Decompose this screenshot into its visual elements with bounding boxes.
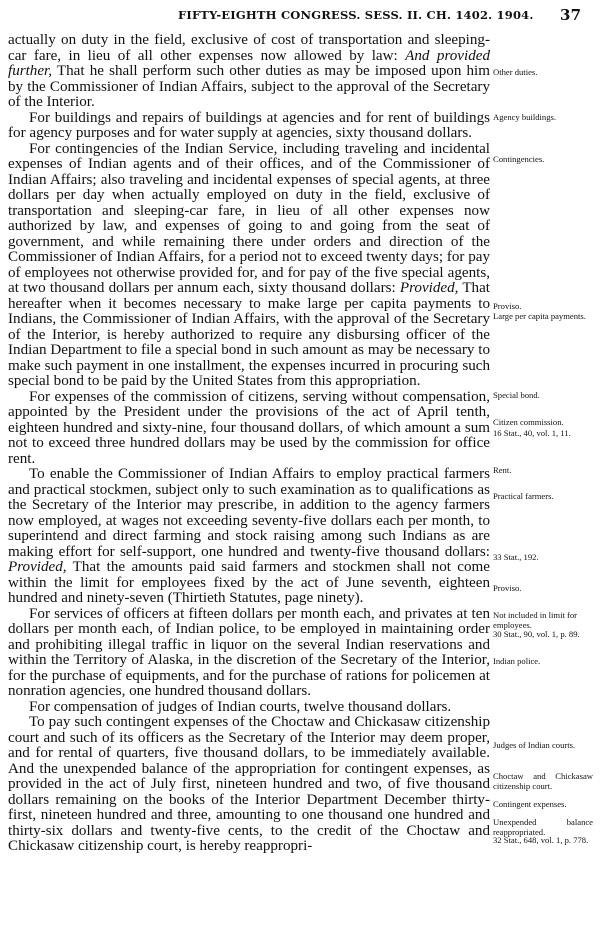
margin-note-stat-192: 33 Stat., 192. — [493, 552, 539, 562]
margin-note-indian-police: Indian police. — [493, 656, 541, 666]
margin-note-large-per-capita: Large per capita payments. — [493, 311, 586, 321]
margin-note-proviso-2: Proviso. — [493, 583, 522, 593]
margin-note-contingent-expenses: Contingent expenses. — [493, 799, 567, 809]
statute-body-text — [8, 33, 490, 923]
margin-note-citizen-commission: Citizen commission. — [493, 417, 564, 427]
margin-note-special-bond: Special bond. — [493, 390, 540, 400]
statute-paragraph — [8, 111, 490, 142]
statute-paragraph — [8, 390, 490, 468]
margin-note-judges: Judges of Indian courts. — [493, 740, 576, 750]
paragraph-text: For expenses of the commission of citizens, serving without compensation, appointed by the President under the provisions of the act of April tenth, eighteen hundred and sixty-nine, four thousand dollars, of which amount a sum not to exceed three hundred dollars may be used by the commission for office rent. — [8, 388, 490, 467]
paragraph-text: For buildings and repairs of buildings at agencies and for rent of buildings for agency purposes and for water supply at agencies, sixty thousand dollars. — [8, 109, 490, 141]
paragraph-text: That he shall perform such other duties as may be imposed upon him by the Commissioner of Indian Affairs, subject to the approval of the Secretary of the Interior. — [8, 63, 490, 110]
statute-paragraph — [8, 467, 490, 607]
page-number: 37 — [560, 6, 582, 24]
margin-note-agency-buildings: Agency buildings. — [493, 112, 557, 122]
margin-note-stat-648: 32 Stat., 648, vol. 1, p. 778. — [493, 835, 589, 845]
paragraph-text: For compensation of judges of Indian courts, twelve thousand dollars. — [29, 698, 452, 715]
paragraph-text: That the amounts paid said farmers and stockmen shall not come within the limit for employees fixed by the act of June seventh, eighteen hundred and ninety-seven (Thirtieth Statutes, page ninety). — [8, 559, 490, 606]
italic-phrase: And provided further, — [8, 47, 490, 79]
italic-phrase: Provided, — [8, 559, 67, 575]
paragraph-text: To pay such contingent expenses of the Choctaw and Chickasaw citizenship court and such of its officers as the Secretary of the Interior may deem proper, and for rental of quarters, five thousand dollars, to be immediately available. And the unexpended balance of the appropriation for contingent expenses, as provided in the act of July first, nineteen hundred and two, of five thousand dollars remaining on the books of the Interior Department December thirty-first, nineteen hundred and three, amounting to one thousand one hundred and thirty-six dollars and twenty-five cents, to the credit of the Choctaw and Chickasaw citizenship court, is hereby reappropri- — [8, 714, 490, 854]
paragraph-text: For contingencies of the Indian Service, including traveling and incidental expenses of Indian agents and of their offices, and of the Commissioner of Indian Affairs; also traveling and incidental expenses of special agents, at three dollars per day when actually employed on duty in the field, exclusive of transportation and sleeping-car fare, in lieu of all other expenses now authorized by law, and expenses of going to and going from the seat of government, and while remaining there under orders and direction of the Commissioner of Indian Affairs, for a period not to exceed twenty days; for pay of employees not otherwise provided for, and for pay of the five special agents, at two thousand dollars per annum each, sixty thousand dollars: — [8, 140, 490, 296]
margin-note-proviso: Proviso. — [493, 301, 522, 311]
margin-note-practical-farmers: Practical farmers. — [493, 491, 554, 501]
margin-notes — [493, 0, 593, 930]
statute-paragraph — [8, 715, 490, 855]
italic-phrase: Provided, — [399, 280, 459, 296]
margin-note-other-duties: Other duties. — [493, 67, 538, 77]
statute-paragraph — [8, 142, 490, 390]
margin-note-stat-ref: 16 Stat., 40, vol. 1, 11. — [493, 428, 571, 438]
margin-note-unexpended: Unexpended balance reappropriated. — [493, 817, 593, 837]
margin-note-stat-90: 30 Stat., 90, vol. 1, p. 89. — [493, 629, 580, 639]
margin-note-rent: Rent. — [493, 465, 512, 475]
statute-paragraph — [8, 607, 490, 700]
paragraph-text: To enable the Commissioner of Indian Affairs to employ practical farmers and practical stockmen, subject only to such examination as to qualifications as the Secretary of the Interior may prescribe, in addition to the agency farmers now employed, at wages not exceeding seventy-five dollars each per month, to superintend and direct farming and stock raising among such Indians as are making effort for self-support, one hundred and twenty-five thousand dollars: — [8, 466, 490, 560]
statute-paragraph — [8, 33, 490, 111]
statute-paragraph — [8, 700, 490, 716]
margin-note-contingencies: Contingencies. — [493, 154, 545, 164]
paragraph-text: That hereafter when it becomes necessary to make large per capita payments to Indians, the Commissioner of Indian Affairs, with the approval of the Secretary of the Interior, is hereby authorized to require any disbursing officer of the Indian Department to file a special bond in such amount as may be necessary to make such payment in one installment, the expenses incurred in procuring such special bond to be paid by the United States from this appropriation. — [8, 280, 490, 389]
paragraph-text: actually on duty in the field, exclusive of cost of transportation and sleeping-car fare, in lieu of all other expenses now allowed by law: — [8, 33, 490, 64]
paragraph-text: For services of officers at fifteen dollars per month each, and privates at ten dollars per month each, of Indian police, to be employed in maintaining order and prohibiting illegal traffic in liquor on the several Indian reservations and within the Territory of Alaska, in the discretion of the Secretary of the Interior, for the purchase of equipments, and for the purchase of rations for policemen at nonration agencies, one hundred thousand dollars. — [8, 605, 490, 699]
running-title: FIFTY-EIGHTH CONGRESS. SESS. II. CH. 1402. 1904. — [178, 8, 534, 22]
margin-note-not-included: Not included in limit for employees. — [493, 610, 578, 630]
margin-note-choctaw: Choctaw and Chickasaw citizenship court. — [493, 771, 593, 791]
